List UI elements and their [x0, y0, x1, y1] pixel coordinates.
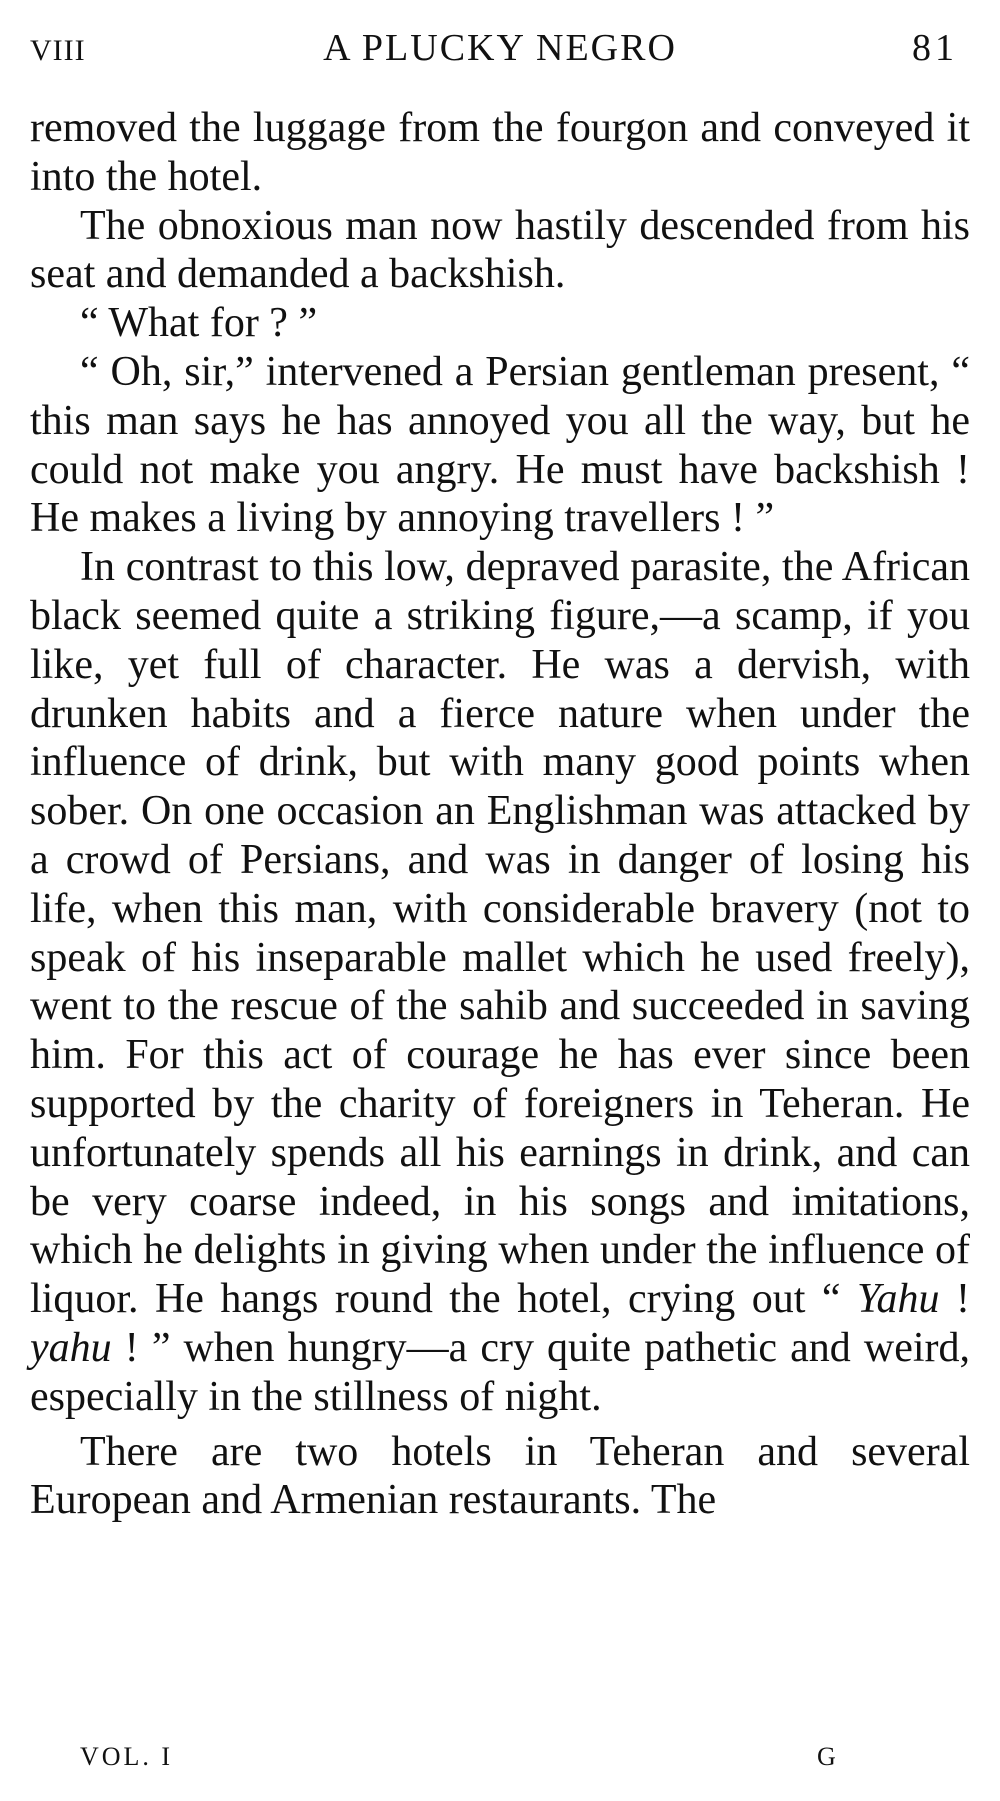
running-title: A PLUCKY NEGRO — [323, 27, 677, 69]
paragraph-text: In contrast to this low, depraved parasite, the African black seemed quite a striking figure,—a scamp, if you like, yet full of character. He was a dervish, with drunken habits and a fierce nature when under the influence of drink, but with many good points when sober. On one occasion an Englishman was attacked by a crowd of Persians, and was in danger of losing his life, when this man, with considerable bravery (not to speak of his inseparable mallet which he used freely), went to the rescue of the sahib and succeeded in saving him. For this act of courage he has ever since been supported by the charity of foreigners in Teheran. He unfortunately spends all his earnings in drink, and can be very coarse indeed, in his songs and imitations, which he delights in giving when under the influence of liquor. He hangs round the hotel, crying out — [30, 544, 970, 1323]
paragraph — [30, 543, 970, 1421]
chapter-number: VIII — [30, 34, 86, 67]
cry-separator: ! — [939, 1276, 970, 1323]
italic-cry: Yahu — [857, 1276, 940, 1323]
paragraph: The obnoxious man now hastily descended from his seat and demanded a backshish. — [30, 202, 970, 298]
paragraph: “ Oh, sir,” intervened a Persian gentleman present, “ this man says he has annoyed you all the way, but he could not make you angry. He must have backshish ! He makes a living by annoying travellers ! ” — [30, 348, 970, 542]
body-text — [30, 104, 970, 1525]
open-quote: “ — [821, 1276, 858, 1323]
signature-mark: G — [817, 1742, 839, 1771]
volume-label: VOL. I — [80, 1742, 174, 1771]
page-number: 81 — [912, 27, 958, 69]
paragraph-text-end: ! ” when hungry—a cry quite pathetic and weird, especially in the stillness of night. — [30, 1324, 970, 1420]
page-header — [30, 26, 970, 86]
italic-cry: yahu — [30, 1324, 112, 1371]
paragraph-continued: removed the luggage from the fourgon and conveyed it into the hotel. — [30, 105, 970, 200]
paragraph: There are two hotels in Teheran and several European and Armenian restaurants. The — [30, 1428, 970, 1524]
paragraph: “ What for ? ” — [80, 300, 318, 347]
page-footer — [30, 1742, 970, 1782]
